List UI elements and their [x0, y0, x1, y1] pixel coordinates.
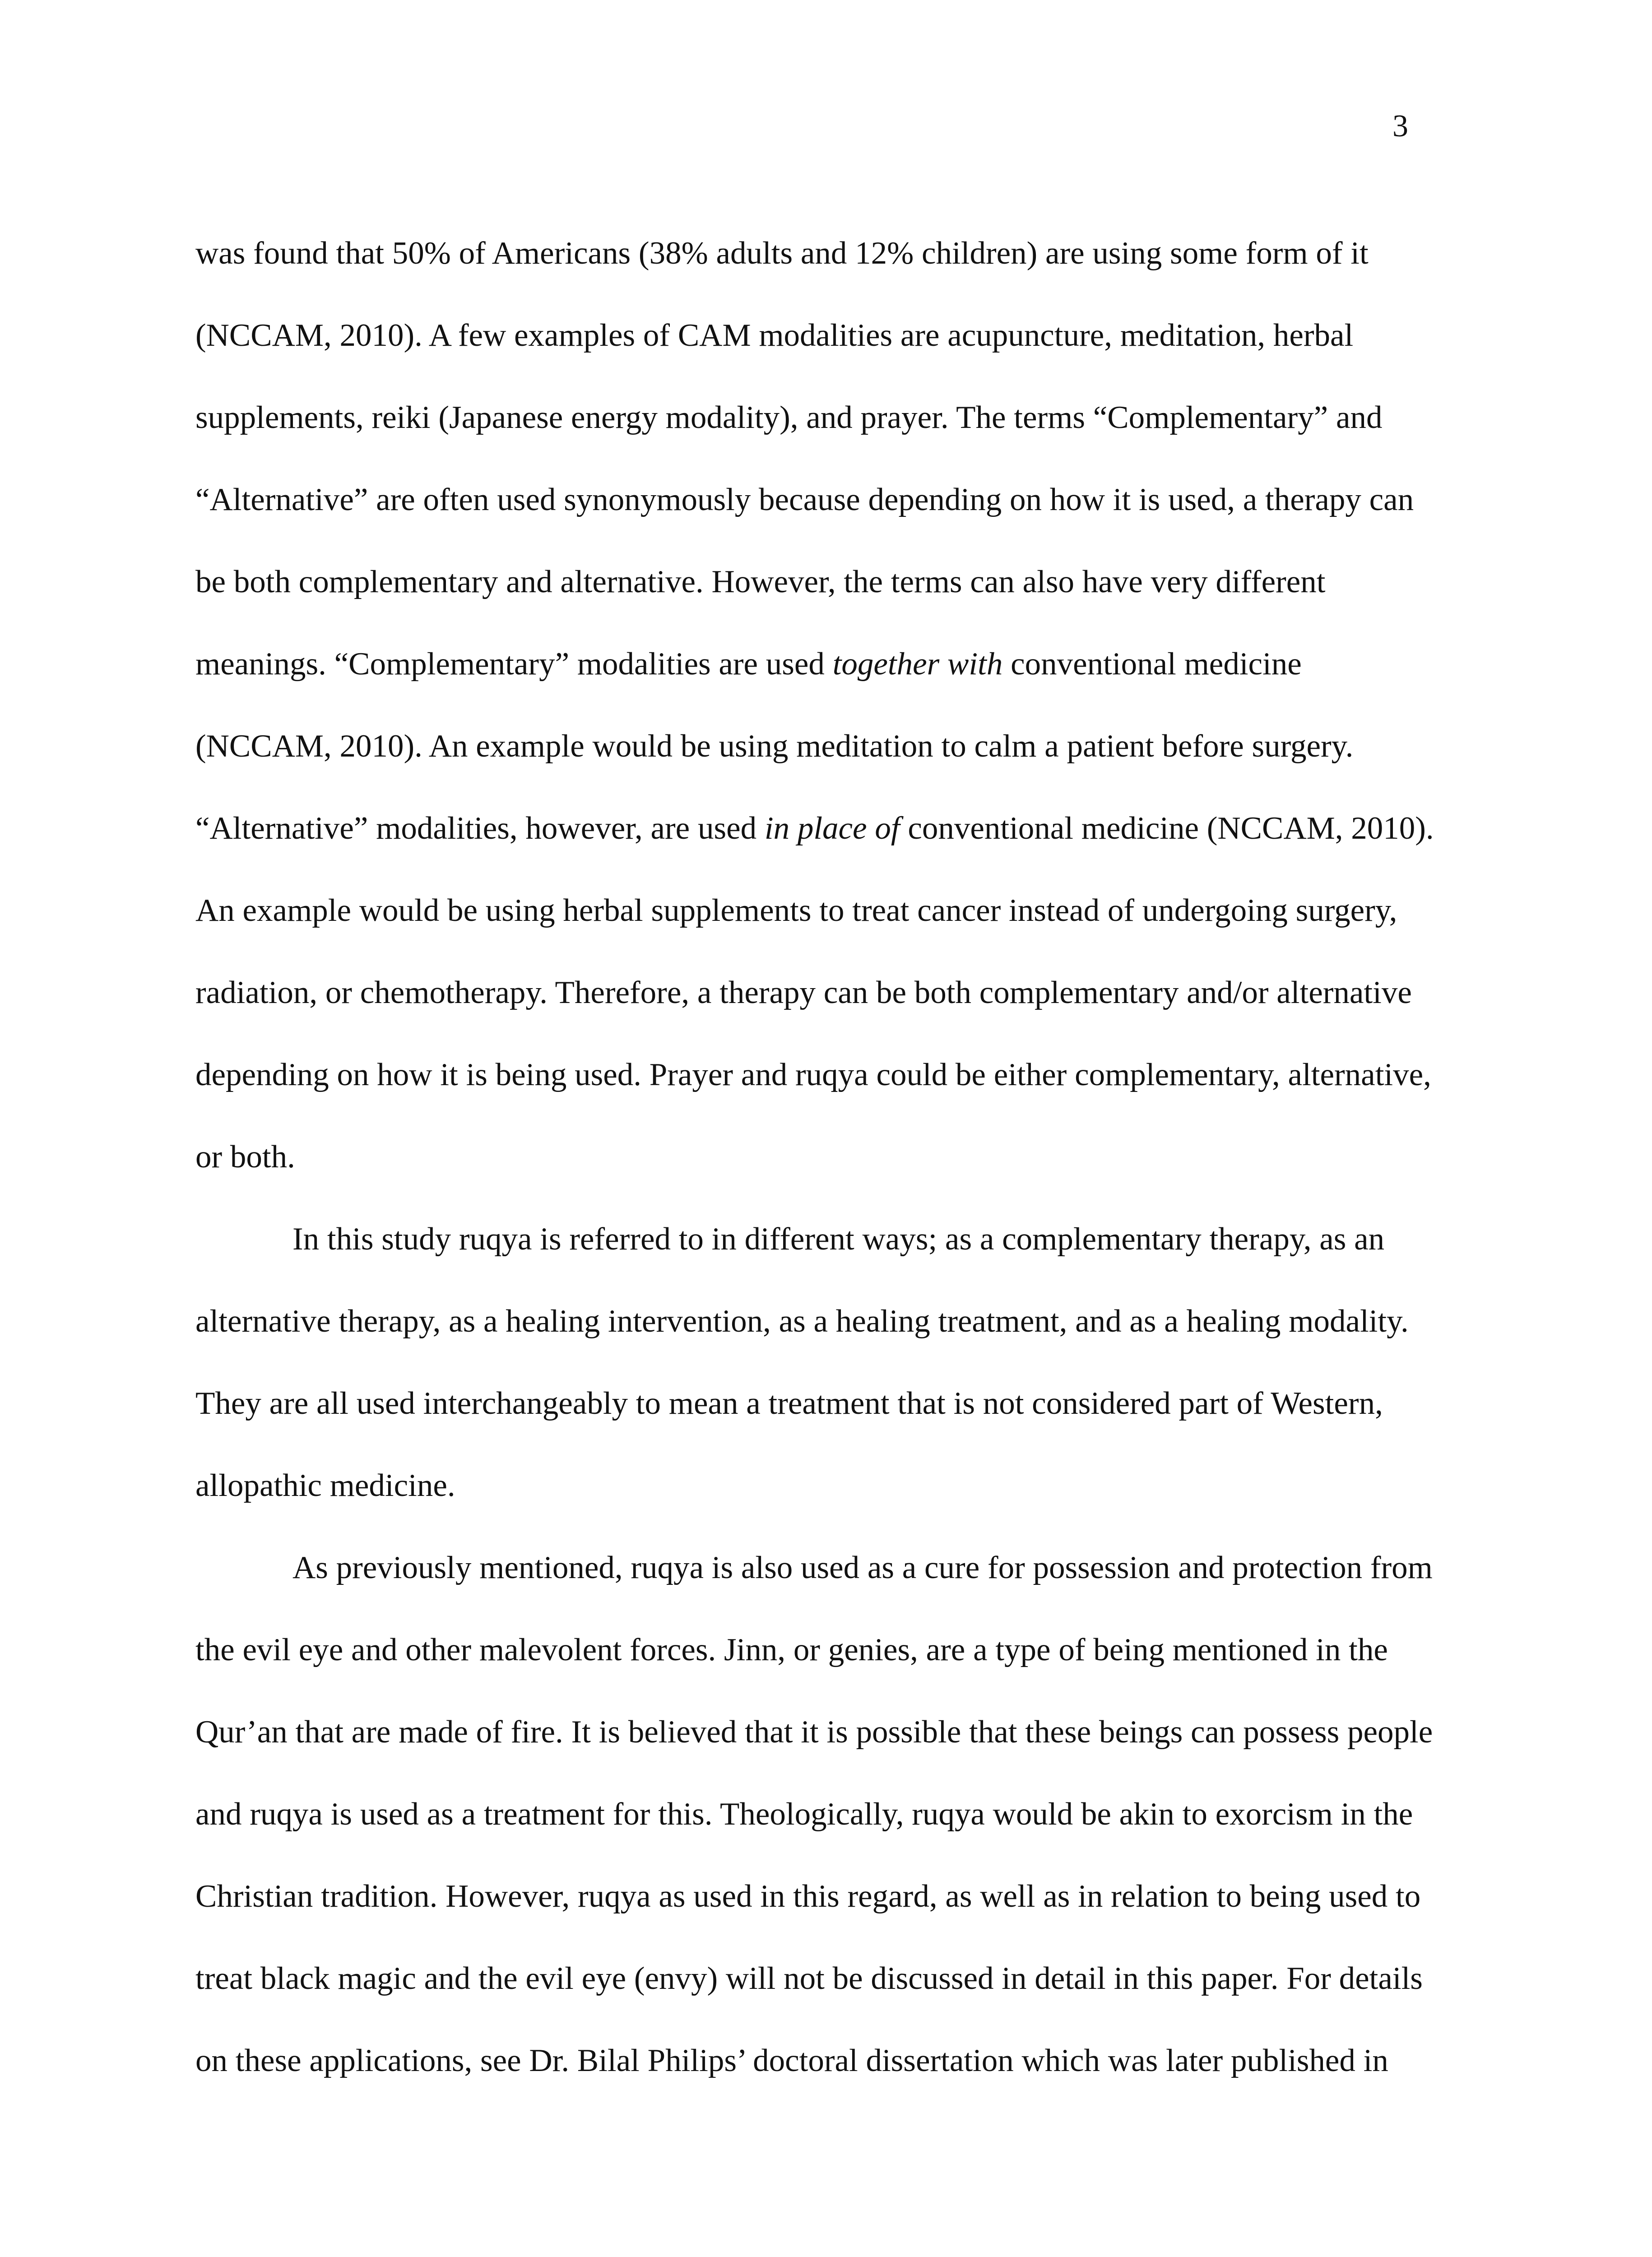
text-line: “Alternative” modalities, however, are used in place of conventional medicine (NCCAM, 2010). [195, 811, 1434, 846]
text-line: or both. [195, 1139, 295, 1175]
text-line: Christian tradition. However, ruqya as used in this regard, as well as in relation to being used to [195, 1879, 1421, 1914]
text-line: An example would be using herbal supplements to treat cancer instead of undergoing surgery, [195, 893, 1397, 928]
text-line: treat black magic and the evil eye (envy) will not be discussed in detail in this paper. For details [195, 1961, 1423, 1996]
text-line: on these applications, see Dr. Bilal Philips’ doctoral dissertation which was later published in [195, 2043, 1388, 2078]
page-number: 3 [1392, 109, 1408, 144]
text-line: and ruqya is used as a treatment for this. Theologically, ruqya would be akin to exorcism in the [195, 1797, 1413, 1832]
text-line: (NCCAM, 2010). A few examples of CAM modalities are acupuncture, meditation, herbal [195, 318, 1354, 353]
text-line: radiation, or chemotherapy. Therefore, a therapy can be both complementary and/or alternative [195, 975, 1412, 1010]
text-line: In this study ruqya is referred to in different ways; as a complementary therapy, as an [292, 1221, 1385, 1257]
italic-phrase: together with [832, 646, 1003, 682]
text-line: depending on how it is being used. Prayer and ruqya could be either complementary, alternative, [195, 1057, 1431, 1092]
text-line: They are all used interchangeably to mean a treatment that is not considered part of Western, [195, 1386, 1383, 1421]
text-line: Qur’an that are made of fire. It is believed that it is possible that these beings can possess people [195, 1714, 1433, 1750]
text-line: allopathic medicine. [195, 1468, 455, 1503]
text-line: As previously mentioned, ruqya is also used as a cure for possession and protection from [292, 1550, 1433, 1585]
text-line: “Alternative” are often used synonymously because depending on how it is used, a therapy can [195, 482, 1414, 517]
text-line: be both complementary and alternative. However, the terms can also have very different [195, 564, 1326, 599]
text-line: meanings. “Complementary” modalities are used together with conventional medicine [195, 646, 1302, 682]
text-line: the evil eye and other malevolent forces. Jinn, or genies, are a type of being mentioned in the [195, 1632, 1388, 1667]
italic-phrase: in place of [764, 811, 900, 846]
text-line: was found that 50% of Americans (38% adults and 12% children) are using some form of it [195, 236, 1369, 271]
text-line: alternative therapy, as a healing intervention, as a healing treatment, and as a healing modality. [195, 1304, 1409, 1339]
text-line: supplements, reiki (Japanese energy modality), and prayer. The terms “Complementary” and [195, 400, 1383, 435]
body-text [195, 212, 1459, 2102]
text-line: (NCCAM, 2010). An example would be using meditation to calm a patient before surgery. [195, 729, 1354, 764]
